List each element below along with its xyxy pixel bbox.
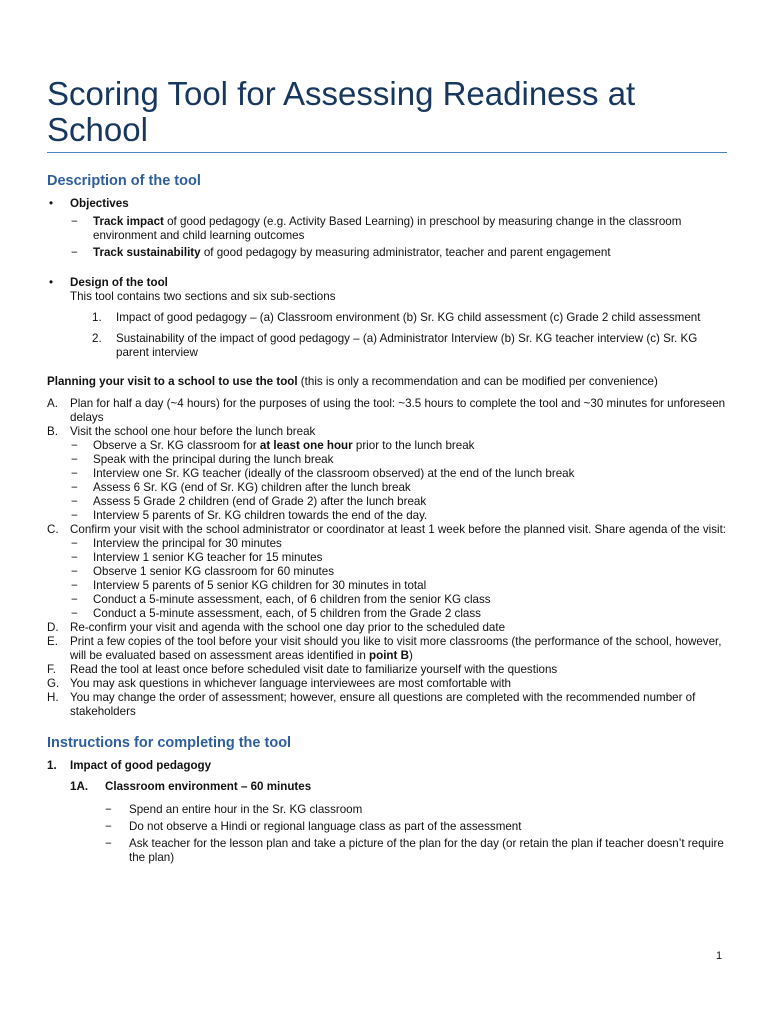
list-item: H. You may change the order of assessment; however, ensure all questions are completed with the recommended number of stakeholders (47, 691, 696, 718)
list-item: − Interview the principal for 30 minutes (71, 537, 282, 550)
list-item: − Conduct a 5-minute assessment, each, of 5 children from the Grade 2 class (71, 607, 481, 620)
page-number: 1 (716, 950, 723, 962)
list-item: − Interview 5 parents of Sr. KG children towards the end of the day. (71, 509, 428, 522)
list-item: − Ask teacher for the lesson plan and take a picture of the plan for the day (or retain the plan if teacher doesn’t require the plan) (105, 837, 724, 864)
list-item: F. Read the tool at least once before scheduled visit date to familiarize yourself with the questions (47, 663, 558, 676)
list-item: − Conduct a 5-minute assessment, each, of 6 children from the senior KG class (71, 593, 491, 606)
list-item: B. Visit the school one hour before the lunch break (47, 425, 316, 438)
bullet-icon: • (49, 276, 54, 289)
instructions-heading: Instructions for completing the tool (47, 735, 292, 751)
list-item: 2. Sustainability of the impact of good pedagogy – (a) Administrator Interview (b) Sr. KG teacher interview (c) Sr. KG parent interview (92, 332, 698, 359)
list-item: C. Confirm your visit with the school administrator or coordinator at least 1 week before the planned visit. Share agenda of the visit: (47, 523, 727, 536)
list-item: G. You may ask questions in whichever language interviewees are most comfortable with (47, 677, 512, 690)
list-item: E. Print a few copies of the tool before your visit should you like to visit more classrooms (the performance of the school, however, will be evaluated based on assessment areas identified in point B) (47, 635, 722, 662)
list-item: − Speak with the principal during the lunch break (71, 453, 334, 466)
design-label: Design of the tool (70, 276, 168, 289)
list-item: 1. Impact of good pedagogy – (a) Classroom environment (b) Sr. KG child assessment (c) Grade 2 child assessment (92, 311, 701, 324)
list-item: − Observe 1 senior KG classroom for 60 minutes (71, 565, 334, 578)
design-intro: This tool contains two sections and six sub-sections (70, 290, 336, 303)
dash-icon: − (71, 246, 78, 259)
list-item: − Do not observe a Hindi or regional language class as part of the assessment (105, 820, 522, 833)
subsection-heading: 1A. Classroom environment – 60 minutes (70, 780, 312, 793)
dash-icon: − (71, 215, 78, 228)
bullet-icon: • (49, 197, 54, 210)
list-item: − Spend an entire hour in the Sr. KG classroom (105, 803, 363, 816)
list-item: − Interview one Sr. KG teacher (ideally of the classroom observed) at the end of the lunch break (71, 467, 575, 480)
list-item: − Track impact of good pedagogy (e.g. Activity Based Learning) in preschool by measuring change in the classroom environment and child learning outcomes (71, 215, 682, 242)
list-item: − Observe a Sr. KG classroom for at least one hour prior to the lunch break (71, 439, 475, 452)
document-page (47, 76, 727, 865)
description-heading: Description of the tool (47, 173, 201, 189)
objectives-bullet (47, 197, 727, 211)
list-item: − Assess 6 Sr. KG (end of Sr. KG) children after the lunch break (71, 481, 411, 494)
list-item: − Interview 5 parents of 5 senior KG children for 30 minutes in total (71, 579, 427, 592)
list-item: − Track sustainability of good pedagogy by measuring administrator, teacher and parent engagement (71, 246, 611, 259)
list-item: − Interview 1 senior KG teacher for 15 minutes (71, 551, 323, 564)
design-bullet (47, 276, 727, 290)
page-title: Scoring Tool for Assessing Readiness at School (47, 76, 727, 153)
section-heading: 1. Impact of good pedagogy (47, 759, 212, 772)
list-item: D. Re-confirm your visit and agenda with the school one day prior to the scheduled date (47, 621, 506, 634)
list-item: − Assess 5 Grade 2 children (end of Grade 2) after the lunch break (71, 495, 427, 508)
list-item: A. Plan for half a day (~4 hours) for the purposes of using the tool: ~3.5 hours to complete the tool and ~30 minutes for unforeseen delays (47, 397, 726, 424)
objectives-label: Objectives (70, 197, 129, 210)
planning-heading: Planning your visit to a school to use the tool (this is only a recommendation and can be modified per convenience) (47, 375, 658, 388)
